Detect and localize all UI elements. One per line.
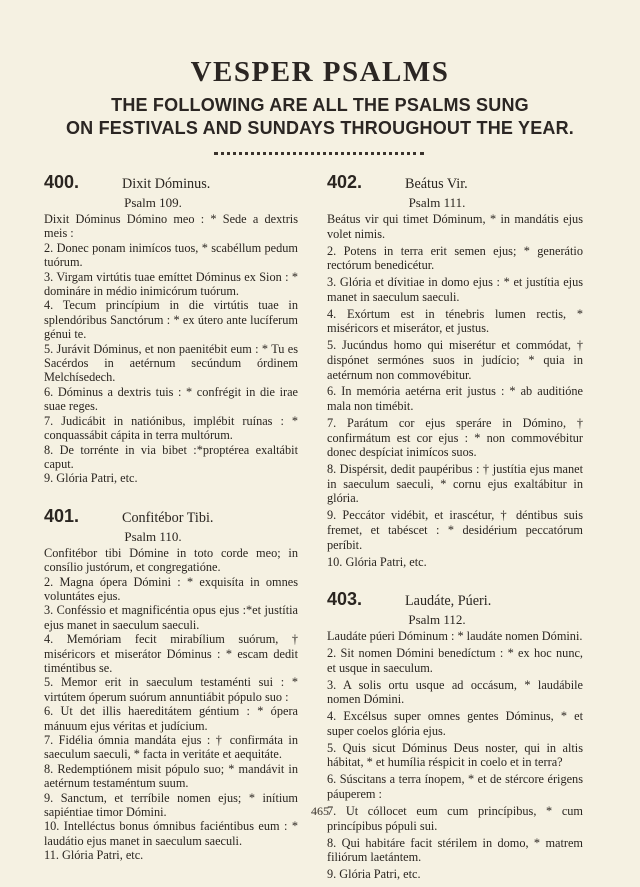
- hymn-number: 402.: [327, 172, 363, 192]
- psalm-title: Beátus Vir.: [405, 176, 468, 192]
- verse: 7. Parátum cor ejus speráre in Dómino, † confirmátum est cor ejus : * non commovébitur donec despíciat inimícos suos.: [327, 416, 583, 460]
- verse: 9. Glória Patri, etc.: [44, 471, 138, 486]
- verse: 3. Glória et dívitiae in domo ejus : * et justítia ejus manet in saeculum saeculi.: [327, 275, 583, 304]
- verse: 7. Ut cóllocet eum cum princípibus, * cum princípibus pópuli sui.: [327, 804, 583, 833]
- verse: 11. Glória Patri, etc.: [44, 848, 144, 863]
- psalm-heading: [327, 589, 583, 611]
- verse: 2. Potens in terra erit semen ejus; * generátio rectórum benedicétur.: [327, 243, 583, 273]
- verse: 4. Memóriam fecit mirabílium suórum, † miséricors et miserátor Dóminus : * escam dedit timéntibus se.: [44, 632, 298, 675]
- verse: 6. In memória aetérna erit justus : * ab auditióne mala non timébit.: [327, 384, 583, 414]
- hymn-number: 401.: [44, 505, 80, 526]
- verse: 9. Peccátor vidébit, et irascétur, † déntibus suis fremet, et tabéscet : * desidérium peccatórum períbit.: [327, 508, 583, 552]
- subtitle-line-2: ON FESTIVALS AND SUNDAYS THROUGHOUT THE YEAR.: [65, 118, 575, 138]
- verse: 4. Excélsus super omnes gentes Dóminus, * et super coelos glória ejus.: [327, 709, 583, 738]
- verse: 8. Qui habitáre facit stérilem in domo, * matrem filiórum laetántem.: [327, 835, 583, 865]
- verse: 6. Ut det illis haereditátem géntium : * ópera mánuum ejus véritas et judícium.: [44, 704, 298, 733]
- psalm-reference: Psalm 112.: [408, 612, 466, 628]
- psalm-reference: Psalm 111.: [408, 195, 466, 210]
- verse: Laudáte púeri Dóminum : * laudáte nomen Dómini.: [327, 629, 583, 644]
- psalm-heading: [44, 172, 298, 194]
- verse: 6. Dóminus a dextris tuis : * confrégit in die irae suae reges.: [44, 384, 298, 414]
- page-number: 465: [311, 804, 329, 818]
- verse: 2. Sit nomen Dómini benedíctum : * ex hoc nunc, et usque in saeculum.: [327, 646, 583, 675]
- verse: 10. Glória Patri, etc.: [327, 554, 427, 569]
- verse: 3. A solis ortu usque ad occásum, * laudábile nomen Dómini.: [327, 677, 583, 707]
- psalm-reference: Psalm 110.: [124, 528, 182, 544]
- psalm-heading: [44, 506, 298, 528]
- page-title: VESPER PSALMS: [190, 56, 450, 88]
- psalm-title: Dixit Dóminus.: [122, 176, 211, 192]
- verse: 2. Donec ponam inimícos tuos, * scabéllum pedum tuórum.: [44, 240, 298, 270]
- dotted-divider: [214, 152, 424, 155]
- psalm-400: [44, 172, 298, 486]
- verse: 7. Fidélia ómnia mandáta ejus : † confirmáta in saeculum saeculi, * facta in veritáte et aequitáte.: [44, 733, 298, 762]
- verse: 8. De torrénte in via bibet :*proptérea exaltábit caput.: [44, 442, 298, 471]
- right-column: [327, 172, 583, 882]
- psalm-reference: Psalm 109.: [124, 195, 182, 210]
- hymn-number: 400.: [44, 172, 80, 192]
- subtitle-line-1: THE FOLLOWING ARE ALL THE PSALMS SUNG: [111, 95, 529, 115]
- psalm-402: [327, 172, 583, 569]
- verse: 3. Conféssio et magnificéntia opus ejus :*et justítia ejus manet in saeculum saeculi.: [44, 603, 298, 632]
- verse: 5. Quis sicut Dóminus Deus noster, qui in altis hábitat, * et humília réspicit in coelo et in terra?: [327, 740, 583, 770]
- verse: 9. Glória Patri, etc.: [327, 867, 421, 882]
- psalm-403: [327, 589, 583, 882]
- verse: 4. Exórtum est in ténebris lumen rectis, * miséricors et miserátor, et justus.: [327, 306, 583, 336]
- verse: 6. Súscitans a terra ínopem, * et de stércore érigens páuperem :: [327, 772, 583, 802]
- verse: 4. Tecum princípium in die virtútis tuae in splendóribus Sanctórum : * ex útero ante lucíferum génui te.: [44, 298, 298, 342]
- verse: Dixit Dóminus Dómino meo : * Sede a dextris meis :: [44, 212, 298, 241]
- psalm-heading: [327, 172, 583, 194]
- verse: 9. Sanctum, et terríbile nomen ejus; * inítium sapiéntiae timor Dómini.: [44, 790, 298, 820]
- verse: 10. Intelléctus bonus ómnibus faciéntibus eum : * laudátio ejus manet in saeculum saeculi.: [44, 819, 298, 848]
- verse: 5. Memor erit in saeculum testaménti sui : * virtútem óperum suórum annuntiábit pópulo suo :: [44, 675, 298, 704]
- verse: 2. Magna ópera Dómini : * exquisíta in omnes voluntátes ejus.: [44, 574, 298, 603]
- verse: 7. Judicábit in natiónibus, implébit ruínas : * conquassábit cápita in terra multórum.: [44, 413, 298, 443]
- hymn-number: 403.: [327, 589, 363, 610]
- verse: 8. Dispérsit, dedit paupéribus : † justítia ejus manet in saeculum saeculi, * cornu ejus exaltábitur in glória.: [327, 462, 583, 506]
- left-column: [44, 172, 298, 863]
- verse: 8. Redemptiónem misit pópulo suo; * mandávit in aetérnum testaméntum suum.: [44, 761, 298, 791]
- verse: Confitébor tibi Dómine in toto corde meo; in consílio justórum, et congregatióne.: [44, 545, 298, 575]
- verse: Beátus vir qui timet Dóminum, * in mandátis ejus volet nimis.: [327, 212, 583, 241]
- psalm-title: Confitébor Tibi.: [122, 509, 214, 526]
- verse: 3. Virgam virtútis tuae emíttet Dóminus ex Sion : * domináre in médio inimicórum tuórum.: [44, 269, 298, 299]
- verse: 5. Jurávit Dóminus, et non paenitébit eum : * Tu es Sacérdos in aetérnum secúndum órdinem Melchísedech.: [44, 341, 298, 385]
- psalm-title: Laudáte, Púeri.: [405, 593, 492, 610]
- verse: 5. Jucúndus homo qui miserétur et commódat, † dispónet sermónes suos in judício; * quia in aetérnum non commovébitur.: [327, 338, 583, 382]
